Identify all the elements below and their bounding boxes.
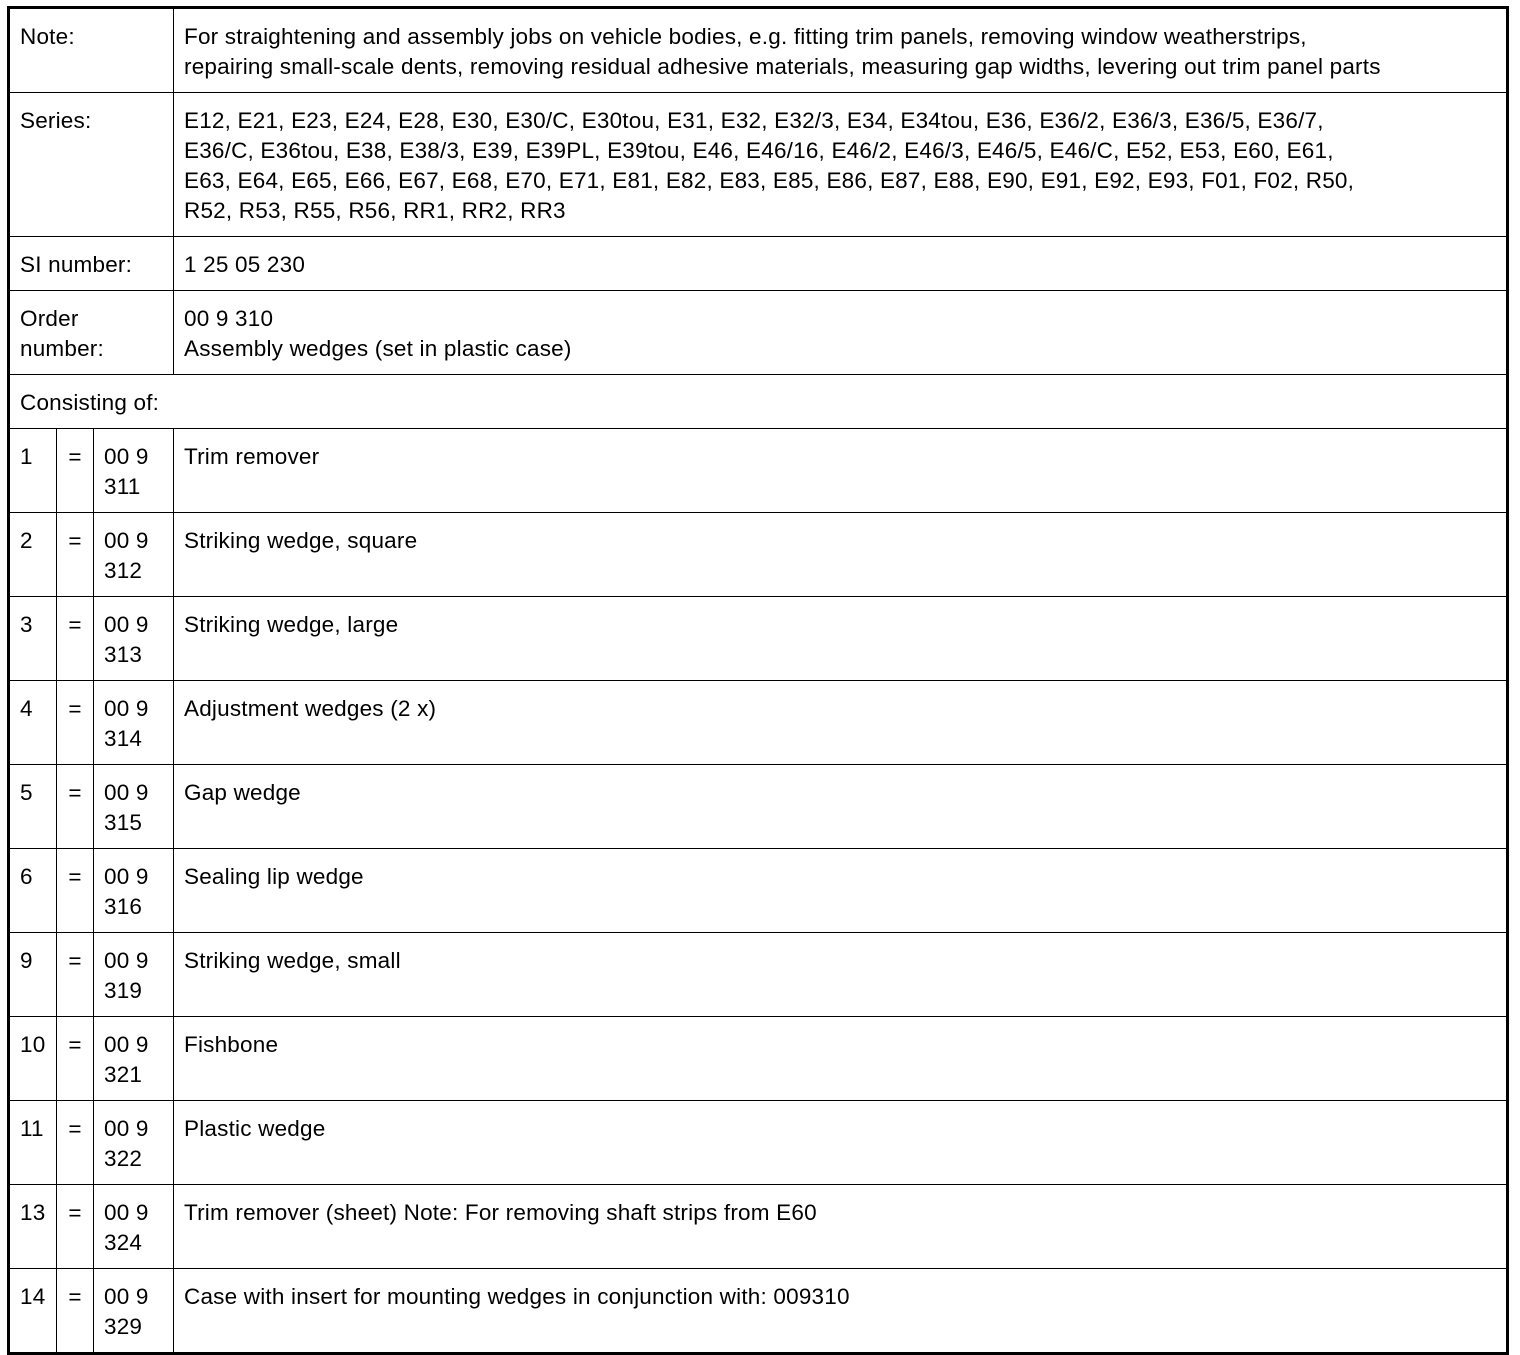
item-description: Sealing lip wedge bbox=[174, 849, 1508, 933]
series-list bbox=[174, 93, 1508, 237]
item-part-code-line: 311 bbox=[104, 474, 141, 499]
item-equals: = bbox=[57, 933, 94, 1017]
item-description: Plastic wedge bbox=[174, 1101, 1508, 1185]
item-part-code-line: 00 9 bbox=[104, 612, 149, 637]
series-line: R52, R53, R55, R56, RR1, RR2, RR3 bbox=[184, 198, 566, 223]
item-number: 6 bbox=[9, 849, 57, 933]
special-tool-info-table bbox=[7, 6, 1509, 1355]
item-row bbox=[9, 1185, 1508, 1269]
item-equals: = bbox=[57, 1101, 94, 1185]
item-equals: = bbox=[57, 1269, 94, 1354]
series-label: Series: bbox=[9, 93, 174, 237]
item-description: Striking wedge, square bbox=[174, 513, 1508, 597]
item-equals: = bbox=[57, 513, 94, 597]
order-number-code: 00 9 310 bbox=[184, 306, 274, 331]
item-equals: = bbox=[57, 1017, 94, 1101]
series-line: E36/C, E36tou, E38, E38/3, E39, E39PL, E39tou, E46, E46/16, E46/2, E46/3, E46/5, E46/C, E52, E53, E60, E61, bbox=[184, 138, 1334, 163]
item-part-code bbox=[94, 429, 174, 513]
item-part-code-line: 314 bbox=[104, 726, 143, 751]
item-part-code-line: 319 bbox=[104, 978, 143, 1003]
item-description: Gap wedge bbox=[174, 765, 1508, 849]
item-part-code bbox=[94, 1185, 174, 1269]
item-row bbox=[9, 513, 1508, 597]
order-number-label-line: number: bbox=[20, 336, 104, 361]
item-equals: = bbox=[57, 429, 94, 513]
note-label: Note: bbox=[9, 8, 174, 93]
item-part-code-line: 00 9 bbox=[104, 696, 149, 721]
item-part-code-line: 00 9 bbox=[104, 864, 149, 889]
item-description: Trim remover (sheet) Note: For removing shaft strips from E60 bbox=[174, 1185, 1508, 1269]
item-part-code-line: 329 bbox=[104, 1314, 143, 1339]
order-number-label bbox=[9, 291, 174, 375]
item-equals: = bbox=[57, 849, 94, 933]
item-part-code-line: 00 9 bbox=[104, 1116, 149, 1141]
item-part-code-line: 00 9 bbox=[104, 780, 149, 805]
item-row bbox=[9, 1017, 1508, 1101]
item-part-code-line: 00 9 bbox=[104, 1284, 149, 1309]
si-number-label: SI number: bbox=[9, 237, 174, 291]
item-number: 3 bbox=[9, 597, 57, 681]
item-part-code-line: 324 bbox=[104, 1230, 143, 1255]
item-part-code-line: 316 bbox=[104, 894, 143, 919]
item-number: 13 bbox=[9, 1185, 57, 1269]
note-line: For straightening and assembly jobs on vehicle bodies, e.g. fitting trim panels, removing window weatherstrips, bbox=[184, 24, 1307, 49]
series-line: E12, E21, E23, E24, E28, E30, E30/C, E30tou, E31, E32, E32/3, E34, E34tou, E36, E36/2, E36/3, E36/5, E36/7, bbox=[184, 108, 1324, 133]
item-description: Case with insert for mounting wedges in conjunction with: 009310 bbox=[174, 1269, 1508, 1354]
item-part-code-line: 313 bbox=[104, 642, 143, 667]
item-part-code bbox=[94, 1269, 174, 1354]
item-row bbox=[9, 681, 1508, 765]
item-row bbox=[9, 849, 1508, 933]
order-number-row bbox=[9, 291, 1508, 375]
item-number: 2 bbox=[9, 513, 57, 597]
item-part-code bbox=[94, 1101, 174, 1185]
note-row bbox=[9, 8, 1508, 93]
item-number: 1 bbox=[9, 429, 57, 513]
item-part-code bbox=[94, 513, 174, 597]
item-number: 10 bbox=[9, 1017, 57, 1101]
item-part-code bbox=[94, 849, 174, 933]
item-row bbox=[9, 765, 1508, 849]
item-number: 5 bbox=[9, 765, 57, 849]
item-number: 9 bbox=[9, 933, 57, 1017]
item-description: Striking wedge, large bbox=[174, 597, 1508, 681]
series-line: E63, E64, E65, E66, E67, E68, E70, E71, E81, E82, E83, E85, E86, E87, E88, E90, E91, E92, E93, F01, F02, R50, bbox=[184, 168, 1355, 193]
item-equals: = bbox=[57, 765, 94, 849]
item-equals: = bbox=[57, 681, 94, 765]
item-description: Striking wedge, small bbox=[174, 933, 1508, 1017]
item-part-code-line: 00 9 bbox=[104, 528, 149, 553]
order-number-description: Assembly wedges (set in plastic case) bbox=[184, 336, 572, 361]
item-part-code bbox=[94, 765, 174, 849]
item-part-code-line: 00 9 bbox=[104, 444, 149, 469]
item-part-code-line: 00 9 bbox=[104, 1200, 149, 1225]
si-number-value: 1 25 05 230 bbox=[174, 237, 1508, 291]
item-part-code-line: 00 9 bbox=[104, 948, 149, 973]
item-row bbox=[9, 1101, 1508, 1185]
item-row bbox=[9, 597, 1508, 681]
order-number-label-line: Order bbox=[20, 306, 79, 331]
item-part-code bbox=[94, 597, 174, 681]
item-part-code-line: 315 bbox=[104, 810, 143, 835]
item-part-code-line: 322 bbox=[104, 1146, 143, 1171]
item-description: Trim remover bbox=[174, 429, 1508, 513]
item-part-code-line: 00 9 bbox=[104, 1032, 149, 1057]
item-number: 14 bbox=[9, 1269, 57, 1354]
item-description: Adjustment wedges (2 x) bbox=[174, 681, 1508, 765]
item-number: 4 bbox=[9, 681, 57, 765]
item-row bbox=[9, 429, 1508, 513]
series-row bbox=[9, 93, 1508, 237]
item-part-code-line: 321 bbox=[104, 1062, 143, 1087]
order-number-value bbox=[174, 291, 1508, 375]
item-part-code bbox=[94, 681, 174, 765]
item-part-code bbox=[94, 1017, 174, 1101]
item-row bbox=[9, 933, 1508, 1017]
consisting-of-row bbox=[9, 375, 1508, 429]
item-equals: = bbox=[57, 1185, 94, 1269]
consisting-of-label: Consisting of: bbox=[9, 375, 1508, 429]
item-description: Fishbone bbox=[174, 1017, 1508, 1101]
item-equals: = bbox=[57, 597, 94, 681]
item-part-code bbox=[94, 933, 174, 1017]
item-number: 11 bbox=[9, 1101, 57, 1185]
item-part-code-line: 312 bbox=[104, 558, 143, 583]
note-line: repairing small-scale dents, removing residual adhesive materials, measuring gap widths, levering out trim panel parts bbox=[184, 54, 1381, 79]
note-text bbox=[174, 8, 1508, 93]
si-number-row bbox=[9, 237, 1508, 291]
item-row bbox=[9, 1269, 1508, 1354]
